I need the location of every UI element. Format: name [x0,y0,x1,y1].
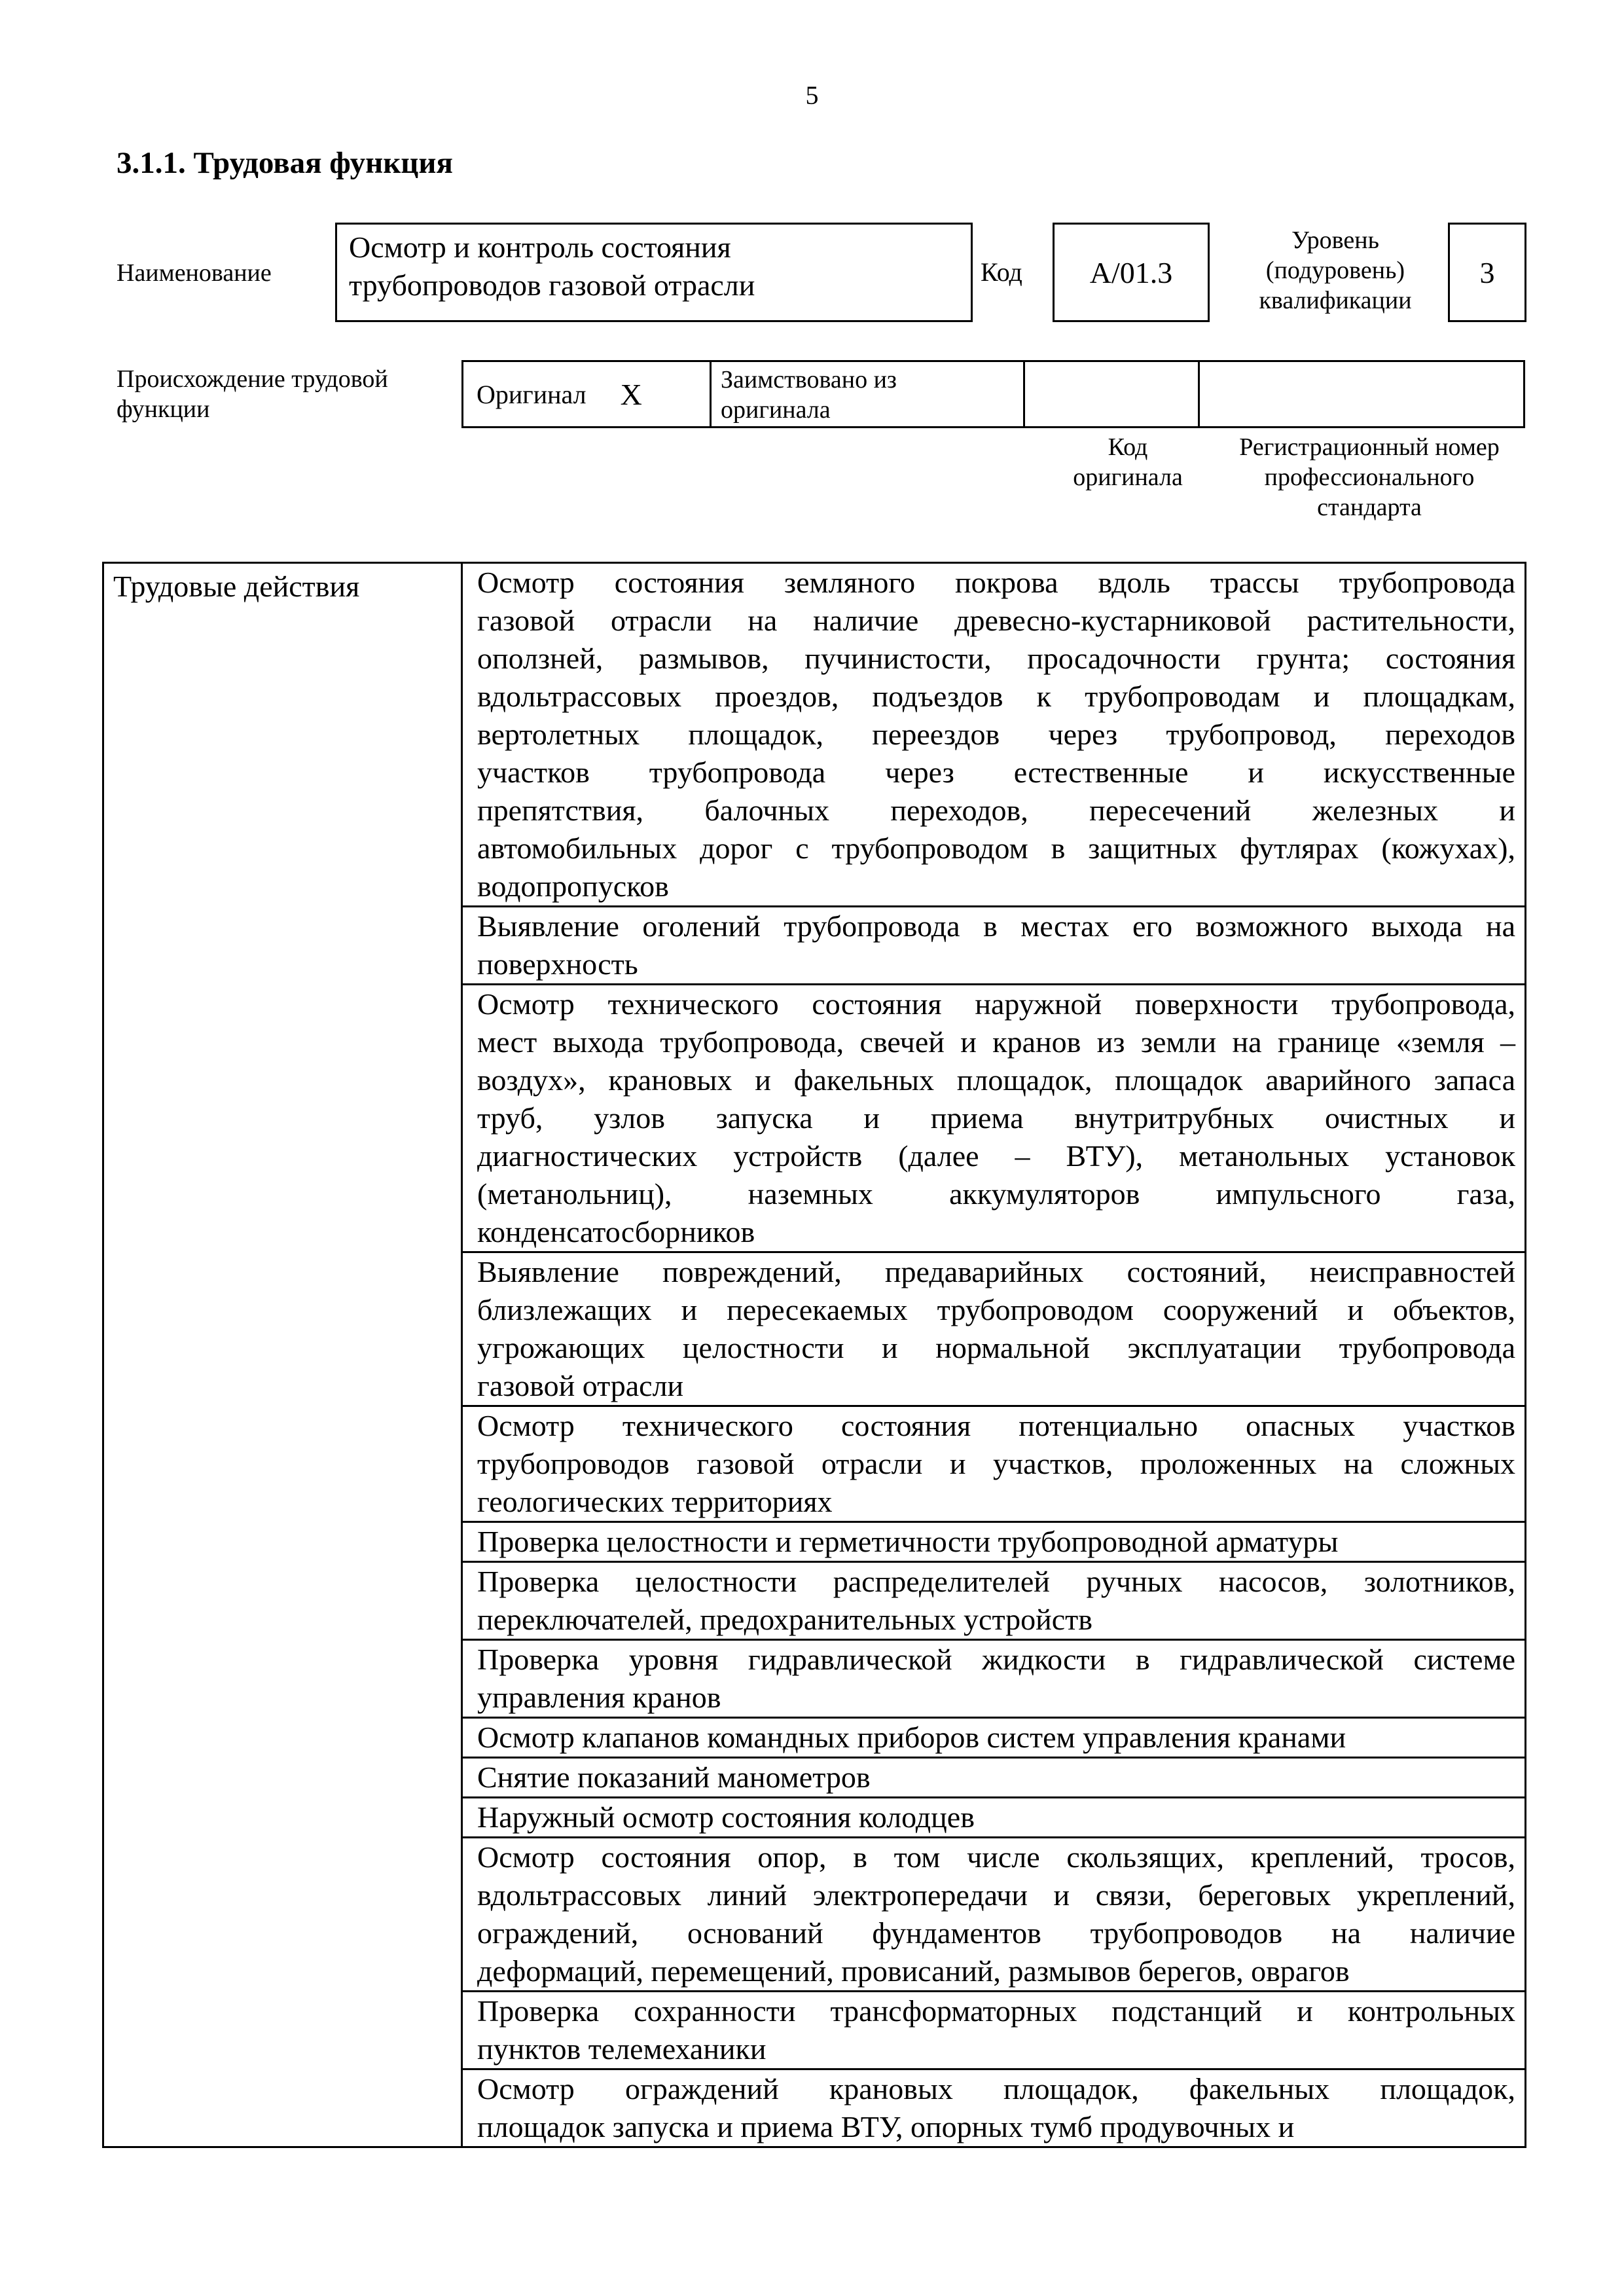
caption-line: стандарта [1317,494,1422,521]
original-mark: X [620,377,642,411]
labor-action-line: оползней, размывов, пучинистости, просадочности грунта; состояния [477,642,1515,675]
origin-label-line: функции [117,395,210,423]
labor-action-line: автомобильных дорог с трубопроводом в защитных футлярах (кожухах), [477,831,1515,865]
labor-action-line: газовой отрасли [477,1369,684,1402]
labor-action-line: управления кранов [477,1681,721,1714]
labor-action-line: пунктов телемеханики [477,2032,767,2066]
registration-number-caption [1204,432,1534,522]
labor-action-line: деформаций, перемещений, провисаний, размывов берегов, оврагов [477,1954,1350,1988]
name-label: Наименование [117,259,272,287]
labor-action-row [463,1719,1525,1758]
labor-action-row [463,1798,1525,1838]
labor-actions-list [463,564,1525,2146]
original-code-caption [1039,432,1216,492]
caption-line: оригинала [1073,464,1183,491]
borrowed-cell [710,360,1025,428]
labor-action-row [463,1253,1525,1407]
labor-action-line: угрожающих целостности и нормальной эксплуатации трубопровода [477,1331,1515,1364]
labor-action-line: воздух», крановых и факельных площадок, площадок аварийного запаса [477,1063,1515,1097]
labor-action-line: вдольтрассовых линий электропередачи и связи, береговых укреплений, [477,1878,1515,1912]
code-value-box: A/01.3 [1053,223,1210,322]
labor-action-line: площадок запуска и приема ВТУ, опорных тумб продувочных и [477,2110,1295,2143]
labor-action-line: Осмотр клапанов командных приборов систем управления кранами [477,1721,1346,1754]
labor-action-row [463,1563,1525,1641]
caption-line: Код [1108,433,1148,461]
caption-line: профессионального [1264,464,1475,491]
labor-action-line: газовой отрасли на наличие древесно-кустарниковой растительности, [477,604,1515,637]
labor-actions-label: Трудовые действия [104,564,463,2146]
labor-action-line: Осмотр ограждений крановых площадок, факельных площадок, [477,2072,1515,2105]
borrowed-label-line: Заимствовано из [721,366,897,393]
function-name-line: трубопроводов газовой отрасли [349,268,755,302]
labor-action-line: Проверка сохранности трансформаторных подстанций и контрольных [477,1994,1515,2028]
labor-action-line: водопропусков [477,869,669,903]
original-cell [461,360,712,428]
level-label-line: квалификации [1259,287,1412,314]
labor-action-line: конденсатосборников [477,1215,755,1248]
labor-action-row [463,1758,1525,1798]
labor-action-line: геологических территориях [477,1485,833,1518]
labor-action-line: Проверка уровня гидравлической жидкости в гидравлической системе [477,1643,1515,1676]
labor-action-line: поверхность [477,947,638,981]
labor-action-line: Осмотр состояния опор, в том числе скользящих, креплений, тросов, [477,1840,1515,1874]
qualification-level-value: 3 [1448,223,1526,322]
qualification-level-label [1231,225,1440,316]
labor-action-line: диагностических устройств (далее – ВТУ), метанольных установок [477,1139,1515,1173]
labor-action-line: Выявление оголений трубопровода в местах его возможного выхода на [477,909,1515,943]
labor-actions-table [102,562,1526,2148]
labor-action-line: Выявление повреждений, предаварийных состояний, неисправностей [477,1255,1515,1288]
labor-action-line: близлежащих и пересекаемых трубопроводом сооружений и объектов, [477,1293,1515,1326]
section-title: 3.1.1. Трудовая функция [117,146,453,180]
labor-action-row [463,1523,1525,1563]
labor-action-line: (метанольниц), наземных аккумуляторов импульсного газа, [477,1177,1515,1211]
origin-label-line: Происхождение трудовой [117,365,388,393]
labor-action-line: Снятие показаний манометров [477,1760,871,1794]
borrowed-label-line: оригинала [721,396,831,424]
original-label: Оригинал [477,379,586,409]
registration-number-cell [1198,360,1525,428]
caption-line: Регистрационный номер [1239,433,1500,461]
labor-action-line: трубопроводов газовой отрасли и участков, проложенных на сложных [477,1447,1515,1480]
original-code-cell [1023,360,1200,428]
function-name-line: Осмотр и контроль состояния [349,230,731,264]
labor-action-line: Осмотр технического состояния потенциально опасных участков [477,1409,1515,1442]
page-number: 5 [805,81,819,110]
labor-action-row [463,907,1525,985]
labor-action-row [463,1838,1525,1992]
origin-label [117,364,457,424]
level-label-line: (подуровень) [1265,257,1405,284]
labor-action-row [463,985,1525,1253]
labor-action-line: вдольтрассовых проездов, подъездов к трубопроводам и площадкам, [477,680,1515,713]
labor-action-line: участков трубопровода через естественные и искусственные [477,756,1515,789]
labor-action-line: переключателей, предохранительных устройств [477,1603,1092,1636]
labor-action-line: мест выхода трубопровода, свечей и кранов из земли на границе «земля – [477,1025,1515,1059]
labor-action-line: вертолетных площадок, переездов через трубопровод, переходов [477,718,1515,751]
labor-action-line: Наружный осмотр состояния колодцев [477,1800,975,1834]
labor-action-line: Проверка целостности распределителей ручных насосов, золотников, [477,1565,1515,1598]
labor-action-line: Осмотр технического состояния наружной поверхности трубопровода, [477,987,1515,1021]
level-label-line: Уровень [1291,227,1379,254]
labor-action-row [463,2070,1525,2146]
code-label: Код [981,257,1022,287]
labor-action-row [463,1407,1525,1523]
labor-action-line: Проверка целостности и герметичности трубопроводной арматуры [477,1525,1339,1558]
labor-action-row [463,564,1525,907]
labor-action-row [463,1641,1525,1719]
labor-action-row [463,1992,1525,2070]
labor-action-line: ограждений, оснований фундаментов трубопроводов на наличие [477,1916,1515,1950]
labor-action-line: препятствия, балочных переходов, пересечений железных и [477,793,1515,827]
origin-table [463,360,1525,428]
function-name-box [335,223,973,322]
labor-action-line: Осмотр состояния земляного покрова вдоль трассы трубопровода [477,566,1515,599]
labor-action-line: труб, узлов запуска и приема внутритрубных очистных и [477,1101,1515,1135]
